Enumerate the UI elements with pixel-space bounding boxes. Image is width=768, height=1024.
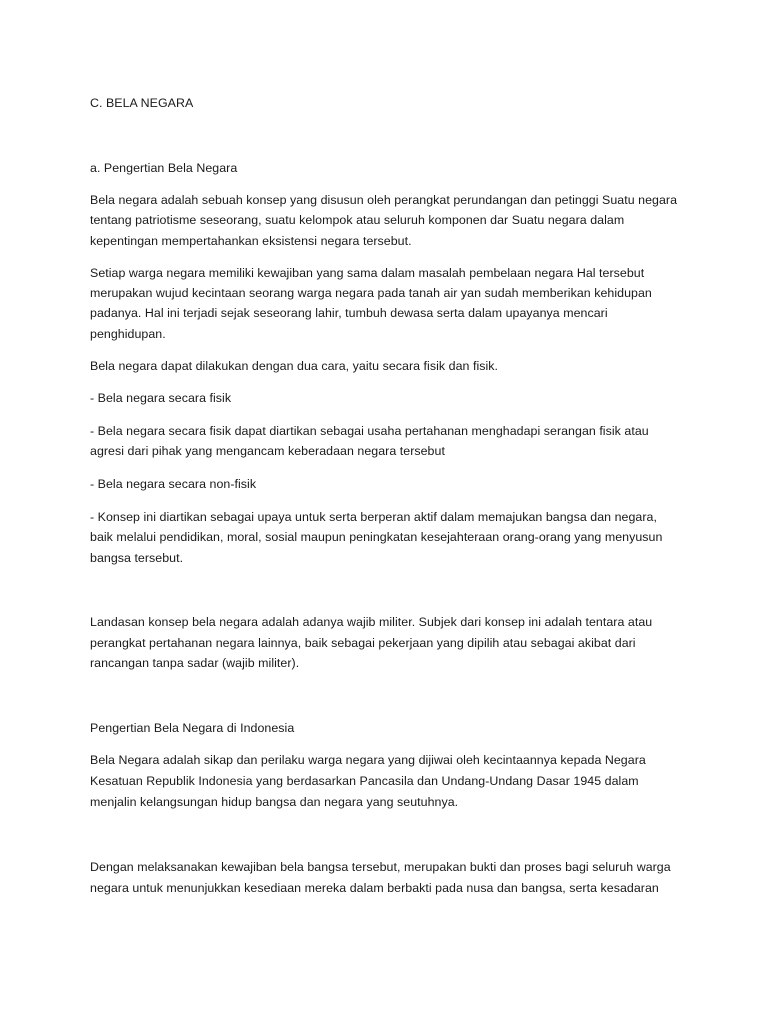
paragraph-line: Dengan melaksanakan kewajiban bela bangsa tersebut, merupakan bukti dan proses bagi seluruh warga — [90, 860, 671, 874]
paragraph-line: menjalin kelangsungan hidup bangsa dan negara yang seutuhnya. — [90, 795, 459, 809]
paragraph-line: merupakan wujud kecintaan seorang warga negara pada tanah air yan sudah memberikan kehidupan — [90, 286, 652, 300]
paragraph-line: negara untuk menunjukkan kesediaan mereka dalam berbakti pada nusa dan bangsa, serta kesadaran — [90, 881, 659, 895]
paragraph-line: Bela negara dapat dilakukan dengan dua cara, yaitu secara fisik dan fisik. — [90, 359, 499, 373]
list-item: bangsa tersebut. — [90, 551, 184, 565]
paragraph-line: Landasan konsep bela negara adalah adanya wajib militer. Subjek dari konsep ini adalah tentara atau — [90, 615, 653, 629]
paragraph-line: padanya. Hal ini terjadi sejak seseorang lahir, tumbuh dewasa serta dalam upayanya mencari — [90, 306, 608, 320]
paragraph-line: penghidupan. — [90, 327, 166, 341]
paragraph-line: Setiap warga negara memiliki kewajiban yang sama dalam masalah pembelaan negara Hal tersebut — [90, 266, 645, 280]
paragraph-line: rancangan tanpa sadar (wajib militer). — [90, 656, 300, 670]
section-title: Pengertian Bela Negara di Indonesia — [90, 721, 295, 735]
list-item: - Bela negara secara fisik dapat diartikan sebagai usaha pertahanan menghadapi serangan fisik atau — [90, 424, 649, 438]
paragraph-line: Kesatuan Republik Indonesia yang berdasarkan Pancasila dan Undang-Undang Dasar 1945 dalam — [90, 774, 639, 788]
section-title: a. Pengertian Bela Negara — [90, 161, 238, 175]
paragraph-line: kepentingan mempertahankan eksistensi negara tersebut. — [90, 234, 412, 248]
list-item: - Konsep ini diartikan sebagai upaya untuk serta berperan aktif dalam memajukan bangsa dan negara, — [90, 510, 657, 524]
list-item: baik melalui pendidikan, moral, sosial maupun peningkatan kesejahteraan orang-orang yang menyusun — [90, 530, 663, 544]
list-item: - Bela negara secara fisik — [90, 391, 232, 405]
paragraph-line: Bela negara adalah sebuah konsep yang disusun oleh perangkat perundangan dan petinggi Suatu negara — [90, 193, 678, 207]
document-heading: C. BELA NEGARA — [90, 96, 194, 110]
list-item: - Bela negara secara non-fisik — [90, 477, 257, 491]
paragraph-line: tentang patriotisme seseorang, suatu kelompok atau seluruh komponen dar Suatu negara dalam — [90, 213, 625, 227]
paragraph-line: perangkat pertahanan negara lainnya, baik sebagai pekerjaan yang dipilih atau sebagai akibat dari — [90, 636, 636, 650]
paragraph-line: Bela Negara adalah sikap dan perilaku warga negara yang dijiwai oleh kecintaannya kepada Negara — [90, 753, 646, 767]
list-item: agresi dari pihak yang mengancam keberadaan negara tersebut — [90, 444, 445, 458]
